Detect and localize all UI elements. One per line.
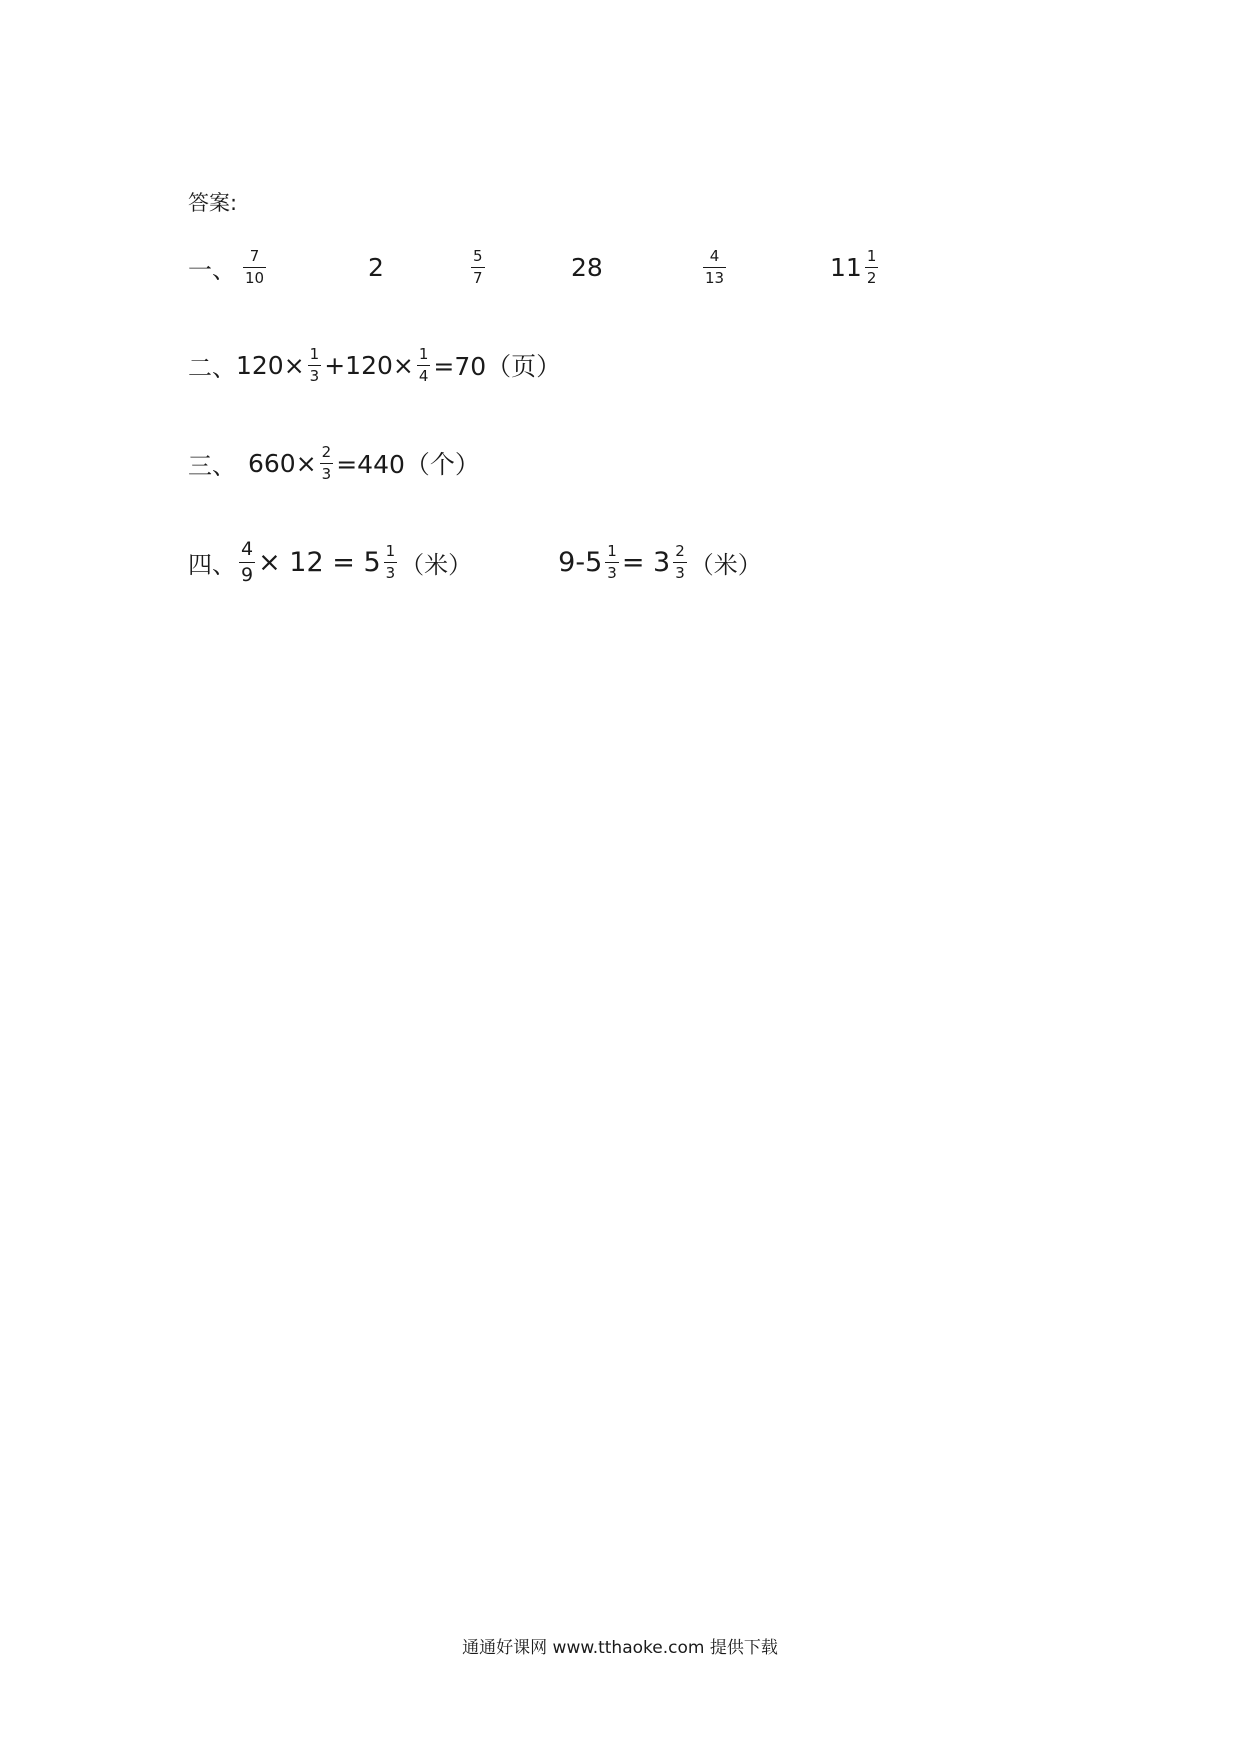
denominator: 3 bbox=[309, 366, 320, 385]
numerator: 2 bbox=[675, 541, 685, 560]
denominator: 3 bbox=[607, 563, 617, 582]
numerator: 1 bbox=[418, 344, 429, 363]
answer-1-c bbox=[468, 240, 488, 294]
unit-label: （米） bbox=[400, 550, 473, 579]
whole-part: 11 bbox=[830, 252, 862, 282]
denominator: 3 bbox=[385, 563, 396, 582]
denominator: 2 bbox=[866, 268, 877, 287]
denominator: 4 bbox=[418, 366, 429, 385]
expression-part: 660× bbox=[248, 448, 317, 478]
answer-section-2 bbox=[188, 338, 561, 392]
expression-part: × 12 = 5 bbox=[258, 546, 381, 578]
denominator: 7 bbox=[473, 268, 483, 287]
expression-part: 9-5 bbox=[558, 546, 603, 578]
denominator: 3 bbox=[321, 464, 332, 483]
page-footer: 通通好课网 www.tthaoke.com 提供下载 bbox=[462, 1638, 778, 1658]
expression-part: = 3 bbox=[621, 546, 671, 578]
answer-1-e bbox=[700, 240, 729, 294]
section-1-label: 一、 bbox=[188, 255, 236, 284]
denominator: 3 bbox=[675, 563, 685, 582]
denominator: 9 bbox=[241, 563, 254, 586]
answer-section-3 bbox=[188, 436, 480, 490]
answer-section-1 bbox=[188, 240, 1088, 294]
expression-part: =440（个） bbox=[336, 450, 480, 479]
numerator: 7 bbox=[249, 246, 260, 265]
numerator: 2 bbox=[321, 442, 332, 461]
expression-part: +120× bbox=[324, 350, 414, 380]
denominator: 13 bbox=[705, 268, 725, 287]
expression-part: =70（页） bbox=[433, 352, 562, 381]
answer-1-d: 28 bbox=[571, 252, 603, 282]
section-4-label: 四、 bbox=[188, 550, 236, 579]
answer-1-f bbox=[830, 240, 881, 294]
answer-1-a bbox=[240, 240, 269, 294]
numerator: 4 bbox=[709, 246, 720, 265]
answer-1-b: 2 bbox=[368, 252, 384, 282]
answer-section-4 bbox=[188, 533, 1088, 591]
numerator: 4 bbox=[241, 537, 254, 560]
numerator: 1 bbox=[309, 344, 320, 363]
denominator: 10 bbox=[245, 268, 265, 287]
numerator: 1 bbox=[866, 246, 877, 265]
section-2-label: 二、 bbox=[188, 353, 236, 382]
expression-part: 120× bbox=[236, 350, 305, 380]
numerator: 1 bbox=[385, 541, 396, 560]
numerator: 1 bbox=[607, 541, 617, 560]
section-3-label: 三、 bbox=[188, 451, 236, 480]
numerator: 5 bbox=[473, 246, 483, 265]
unit-label: （米） bbox=[689, 550, 762, 579]
answer-title: 答案: bbox=[188, 191, 238, 215]
